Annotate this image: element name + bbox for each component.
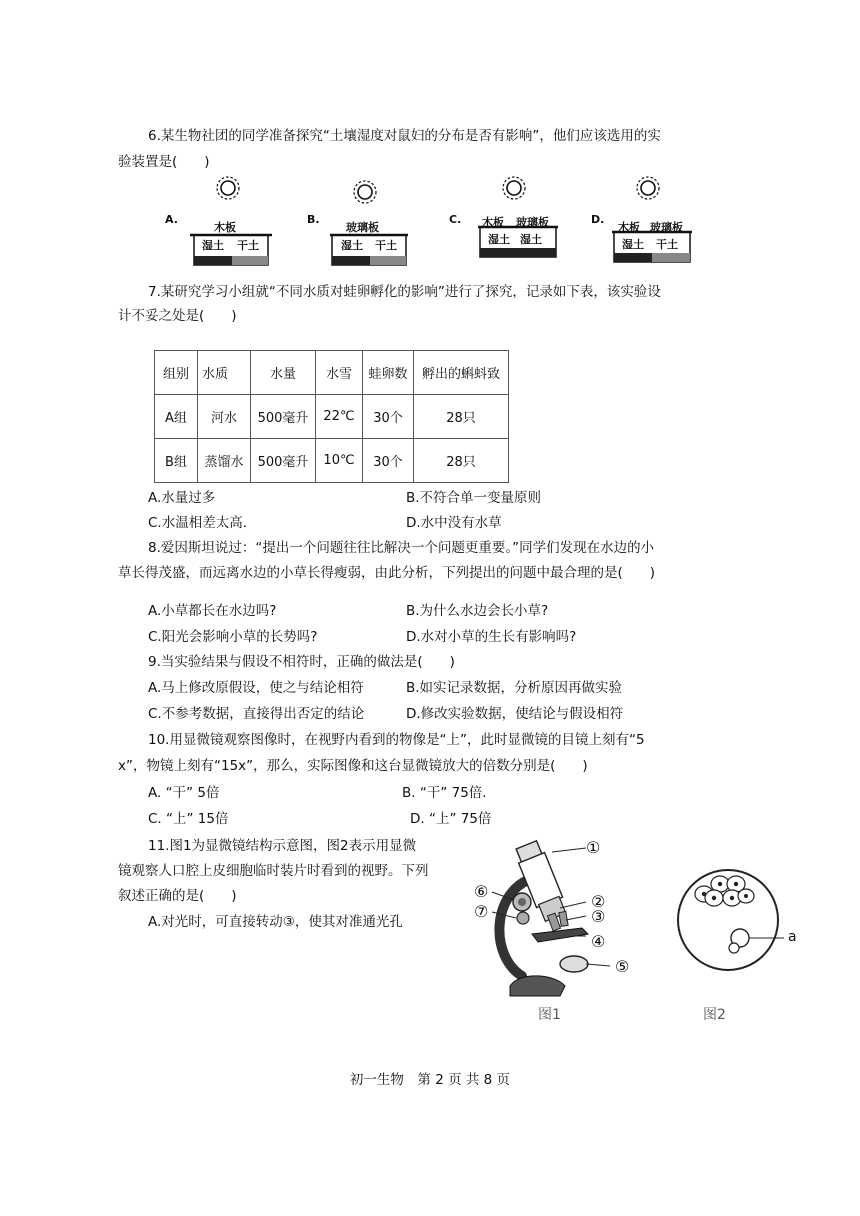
callout-4: ④	[591, 932, 606, 951]
q11-stem-line1: 11.图1为显微镜结构示意图，图2表示用显微	[148, 838, 417, 854]
light-bulb-icon	[637, 177, 659, 199]
table-cell: 10℃	[316, 439, 363, 483]
table-cell: B组	[155, 439, 198, 483]
q6-option-b-letter: B.	[307, 213, 320, 226]
q6-option-b-right-soil: 干土	[375, 239, 397, 252]
q6-option-d-right-soil: 干土	[656, 238, 678, 251]
q7-data-table	[154, 350, 509, 483]
q11-stem-line3: 叙述正确的是( )	[118, 888, 237, 904]
table-cell: 500毫升	[251, 395, 316, 439]
table-row	[155, 395, 509, 439]
field-of-view-diagram	[676, 850, 796, 990]
q6-option-d-cover-left: 木板	[618, 221, 640, 234]
q6-option-d-cover-right: 玻璃板	[650, 221, 683, 234]
table-cell: 30个	[363, 439, 414, 483]
q7-stem-line1: 7.某研究学习小组就“不同水质对蛙卵孵化的影响”进行了探究，记录如下表，该实验设	[148, 284, 661, 300]
q10-option-c: C. “上” 15倍	[148, 811, 229, 827]
q8-option-c: C.阳光会影响小草的长势吗?	[148, 629, 318, 645]
light-bulb-icon	[503, 177, 525, 199]
light-bulb-icon	[217, 177, 239, 199]
q8-stem-line1: 8.爱因斯坦说过：“提出一个问题往往比解决一个问题更重要。”同学们发现在水边的小	[148, 540, 655, 556]
q8-option-d: D.水对小草的生长有影响吗?	[406, 629, 577, 645]
callout-1: ①	[586, 838, 601, 857]
table-cell: 河水	[198, 395, 251, 439]
table-cell: 蒸馏水	[198, 439, 251, 483]
fig2-callout-a: a	[788, 929, 797, 945]
q9-option-a: A.马上修改原假设，使之与结论相符	[148, 680, 364, 696]
table-header-cell: 水质	[198, 351, 251, 395]
q10-option-a: A. “干” 5倍	[148, 785, 220, 801]
q7-option-d: D.水中没有水草	[406, 515, 502, 531]
q6-option-b-cover: 玻璃板	[346, 221, 379, 234]
q7-stem-line2: 计不妥之处是( )	[118, 308, 237, 324]
q7-option-a: A.水量过多	[148, 490, 216, 506]
callout-7: ⑦	[474, 902, 489, 921]
microscope-stage	[532, 928, 588, 942]
table-header-row	[155, 351, 509, 395]
microscope-base	[510, 976, 565, 996]
q8-stem-line2: 草长得茂盛，而远离水边的小草长得瘦弱，由此分析，下列提出的问题中最合理的是( )	[118, 565, 656, 581]
fine-focus-knob	[517, 912, 529, 924]
q10-stem-line1: 10.用显微镜观察图像时，在视野内看到的物像是“上”，此时显微镜的目镜上刻有“5	[148, 732, 645, 748]
q7-option-c: C.水温相差太高.	[148, 515, 248, 531]
q9-stem: 9.当实验结果与假设不相符时，正确的做法是( )	[148, 654, 455, 670]
q6-option-d-left-soil: 湿土	[622, 238, 644, 251]
callout-2: ②	[591, 892, 606, 911]
q6-option-a-cover: 木板	[214, 221, 236, 234]
table-header-cell: 蛙卵数	[363, 351, 414, 395]
reflector-mirror	[560, 956, 588, 972]
figure-1-label: 图1	[538, 1007, 561, 1023]
q11-stem-line2: 镜观察人口腔上皮细胞临时装片时看到的视野。下列	[118, 863, 429, 879]
q9-option-b: B.如实记录数据，分析原因再做实验	[406, 680, 623, 696]
q6-option-a-letter: A.	[165, 213, 178, 226]
callout-6: ⑥	[474, 882, 489, 901]
table-header-cell: 组别	[155, 351, 198, 395]
q6-option-c-cover-right: 玻璃板	[516, 216, 549, 229]
light-bulb-icon	[354, 181, 376, 203]
q6-stem-line2: 验装置是( )	[118, 154, 210, 170]
figure-2-label: 图2	[703, 1007, 726, 1023]
table-header-cell: 孵出的蝌蚪致	[414, 351, 509, 395]
q8-option-a: A.小草都长在水边吗?	[148, 603, 277, 619]
q10-stem-line2: x”，物镜上刻有“15x”，那么，实际图像和这台显微镜放大的倍数分别是( )	[118, 758, 588, 774]
callout-3: ③	[591, 907, 606, 926]
q10-option-d: D. “上” 75倍	[410, 811, 492, 827]
q10-option-b: B. “干” 75倍.	[402, 785, 487, 801]
page-footer: 初一生物 第 2 页 共 8 页	[349, 1072, 511, 1088]
table-header-cell: 水雪	[316, 351, 363, 395]
q9-option-d: D.修改实验数据，使结论与假设相符	[406, 706, 624, 722]
q11-option-a: A.对光时，可直接转动③，使其对准通光孔	[148, 914, 403, 930]
q6-stem-line1: 6.某生物社团的同学准备探究“土壤湿度对鼠妇的分布是否有影响”，他们应该选用的实	[148, 128, 661, 144]
q9-option-c: C.不参考数据，直接得出否定的结论	[148, 706, 365, 722]
q6-option-c-left-soil: 湿土	[488, 233, 510, 246]
q6-option-c-right-soil: 湿土	[520, 233, 542, 246]
table-row	[155, 439, 509, 483]
table-cell: 30个	[363, 395, 414, 439]
q7-option-b: B.不符合单一变量原则	[406, 490, 542, 506]
table-header-cell: 水量	[251, 351, 316, 395]
table-cell: 500毫升	[251, 439, 316, 483]
q6-option-b-left-soil: 湿土	[341, 239, 363, 252]
q6-option-c-letter: C.	[449, 213, 462, 226]
table-cell: 28只	[414, 439, 509, 483]
q6-option-c-cover-left: 木板	[482, 216, 504, 229]
q6-option-d-letter: D.	[591, 213, 605, 226]
q6-option-a-left-soil: 湿土	[202, 239, 224, 252]
q8-option-b: B.为什么水边会长小草?	[406, 603, 549, 619]
table-cell: 28只	[414, 395, 509, 439]
table-cell: 22℃	[316, 395, 363, 439]
table-cell: A组	[155, 395, 198, 439]
q6-option-a-right-soil: 干土	[237, 239, 259, 252]
callout-5: ⑤	[615, 957, 630, 976]
